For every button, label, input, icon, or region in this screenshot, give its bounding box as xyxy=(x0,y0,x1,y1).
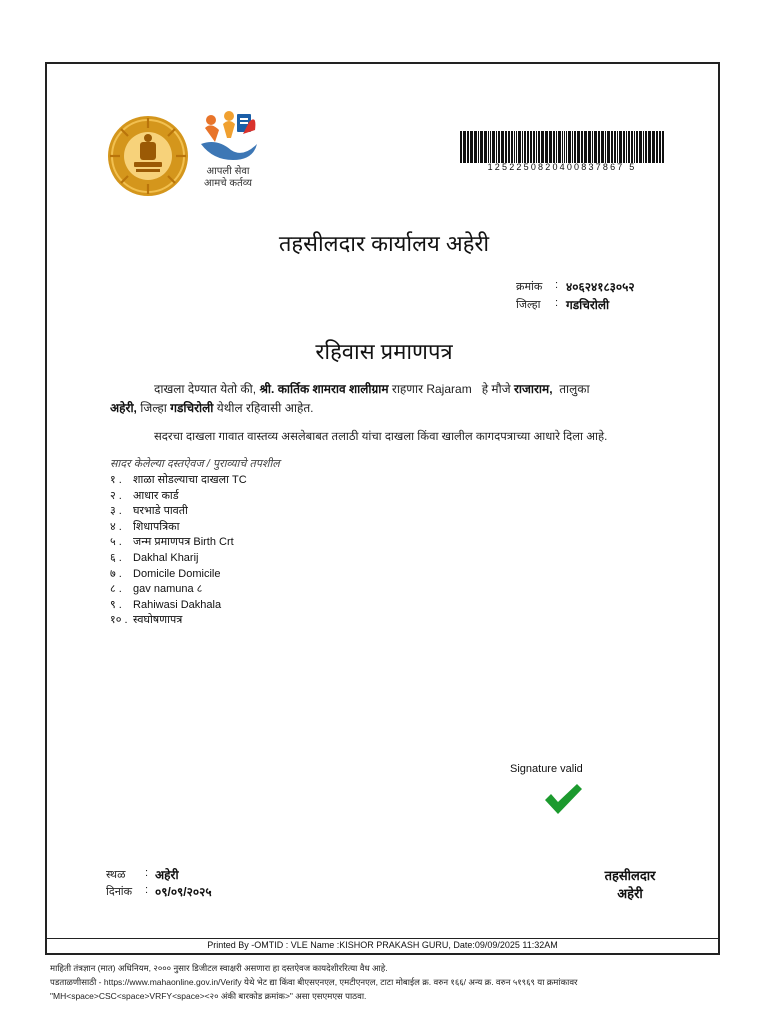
village-prefix: हे मौजे xyxy=(481,382,511,396)
village-name: राजाराम, xyxy=(513,382,553,396)
taluka-label: तालुका xyxy=(559,382,590,396)
barcode-bar xyxy=(648,131,651,163)
date-colon: : xyxy=(145,884,149,896)
document-item-label: शाळा सोडल्याचा दाखला TC xyxy=(130,474,247,486)
barcode-bar xyxy=(480,131,483,163)
office-title: तहसीलदार कार्यालय अहेरी xyxy=(278,231,490,256)
barcode-bar xyxy=(614,131,616,163)
barcode-bar xyxy=(605,131,606,163)
barcode-bar xyxy=(601,131,604,163)
barcode-bar xyxy=(659,131,661,163)
barcode-bar xyxy=(538,131,540,163)
barcode-bar xyxy=(498,131,500,163)
government-seal-logo xyxy=(104,112,192,200)
barcode-bar xyxy=(536,131,537,163)
certificate-title: रहिवास प्रमाणपत्र xyxy=(315,339,453,364)
barcode-bar xyxy=(492,131,495,163)
barcode-bar xyxy=(594,131,597,163)
barcode-bar xyxy=(631,131,633,163)
document-item-number: १० . xyxy=(110,614,128,627)
barcode-bar xyxy=(598,131,600,163)
place-label: स्थळ xyxy=(106,869,126,881)
barcode-bar xyxy=(645,131,647,163)
document-item-number: २ . xyxy=(110,489,122,502)
barcode-bar xyxy=(634,131,635,163)
barcode-bar xyxy=(588,131,591,163)
barcode-bar xyxy=(541,131,544,163)
statement-end: येथील रहिवासी आहेत. xyxy=(216,401,314,415)
document-item xyxy=(110,613,247,629)
barcode-bar xyxy=(639,131,642,163)
barcode-bar xyxy=(501,131,504,163)
barcode-bar xyxy=(558,131,561,163)
barcode-bar xyxy=(574,131,576,163)
document-item-label: शिधापत्रिका xyxy=(130,520,180,533)
serial-colon: : xyxy=(555,279,559,291)
document-item xyxy=(110,551,247,567)
footer-divider xyxy=(47,938,718,939)
barcode-bar xyxy=(490,131,491,163)
barcode-bar xyxy=(556,131,557,163)
district-value: गडचिरोली xyxy=(566,298,610,312)
barcode-bar xyxy=(652,131,655,163)
barcode-bar xyxy=(626,131,627,163)
legal-line-3: "MH<space>CSC<space>VRFY<space><२० अंकी बारकोड क्रमांक>" असा एसएमएस पाठवा. xyxy=(50,991,367,1001)
logo-tagline-line1: आपली सेवा xyxy=(206,166,250,177)
legal-line-2: पडताळणीसाठी - https://www.mahaonline.gov.in/Verify येथे भेट द्या किंवा बीएसएनएल, एमटीएनएल, टाटा मोबाईल क्र. वरुन १६६/ अन्य क्र. वरुन ५१९६९ या क्रमांकावर xyxy=(50,977,578,987)
barcode-bar xyxy=(516,131,517,163)
document-item xyxy=(110,520,247,536)
document-item-label: स्वघोषणापत्र xyxy=(130,614,183,627)
barcode-bar xyxy=(619,131,622,163)
barcode-bar xyxy=(623,131,625,163)
barcode-bar xyxy=(656,131,658,163)
barcode-number: 1252250820400837867 5 xyxy=(487,162,637,172)
barcode-bar xyxy=(662,131,664,163)
basis-statement: सदरचा दाखला गावात वास्तव्य असलेबाबत तलाठी यांचा दाखला किंवा खालील कागदपत्राच्या आधारे दिला आहे. xyxy=(154,431,608,443)
place-colon: : xyxy=(145,867,149,879)
barcode-bar xyxy=(611,131,613,163)
barcode-bar xyxy=(463,131,466,163)
aapli-seva-logo xyxy=(197,108,261,164)
document-item-number: ४ . xyxy=(110,520,122,533)
document-item-number: ७ . xyxy=(110,567,122,580)
barcode-bar xyxy=(545,131,548,163)
document-item-number: ५ . xyxy=(110,536,122,549)
taluka-name: अहेरी, xyxy=(110,401,137,415)
logo-tagline-line2: आमचे कर्तव्य xyxy=(204,178,252,189)
district-colon: : xyxy=(555,297,559,309)
barcode-bar xyxy=(564,131,565,163)
barcode-bar xyxy=(568,131,571,163)
document-item-label: आधार कार्ड xyxy=(130,489,179,502)
document-item-number: १ . xyxy=(110,474,122,486)
certificate-statement xyxy=(110,380,660,418)
barcode-bar xyxy=(474,131,477,163)
barcode-bar xyxy=(518,131,521,163)
document-item-label: घरभाडे पावती xyxy=(130,505,188,518)
serial-label: क्रमांक xyxy=(516,281,543,293)
document-item-number: ८ . xyxy=(110,583,122,596)
barcode-bar xyxy=(581,131,583,163)
barcode-bar xyxy=(617,131,618,163)
document-item xyxy=(110,582,247,598)
date-label: दिनांक xyxy=(106,886,133,898)
barcode-bar xyxy=(577,131,580,163)
barcode-bar xyxy=(628,131,630,163)
barcode-bar xyxy=(508,131,510,163)
barcode-bar xyxy=(566,131,567,163)
barcode-bar xyxy=(484,131,487,163)
body-district-label: जिल्हा xyxy=(140,401,167,415)
barcode-bar xyxy=(572,131,573,163)
barcode-bar xyxy=(467,131,469,163)
statement-resides: राहणार xyxy=(391,382,423,396)
documents-list xyxy=(110,473,247,629)
officer-title: तहसीलदार xyxy=(604,868,656,883)
document-item xyxy=(110,598,247,614)
barcode-bar xyxy=(488,131,489,163)
document-item xyxy=(110,504,247,520)
document-item-label: Domicile Domicile xyxy=(130,567,221,580)
officer-place: अहेरी xyxy=(617,886,643,901)
barcode-bar xyxy=(549,131,552,163)
barcode-bar xyxy=(527,131,529,163)
barcode-bar xyxy=(553,131,555,163)
barcode-bar xyxy=(524,131,526,163)
barcode-bar xyxy=(511,131,513,163)
barcode-bar xyxy=(562,131,563,163)
statement-intro: दाखला देण्यात येतो की, xyxy=(154,382,257,396)
barcode-bar xyxy=(607,131,610,163)
barcode-bar xyxy=(460,131,462,163)
barcode-bar xyxy=(478,131,479,163)
document-item-number: ९ . xyxy=(110,598,122,611)
barcode xyxy=(460,131,664,163)
district-label: जिल्हा xyxy=(516,299,541,311)
document-item-label: Dakhal Kharij xyxy=(130,551,199,564)
checkmark-icon xyxy=(543,782,583,816)
barcode-bar xyxy=(505,131,507,163)
document-item-number: ६ . xyxy=(110,551,122,564)
document-item-label: Rahiwasi Dakhala xyxy=(130,598,222,611)
body-district-name: गडचिरोली xyxy=(170,401,214,415)
barcode-bar xyxy=(636,131,638,163)
barcode-bar xyxy=(522,131,523,163)
document-item xyxy=(110,535,247,551)
printed-by: Printed By -OMTID : VLE Name :KISHOR PRAKASH GURU, Date:09/09/2025 11:32AM xyxy=(207,940,558,950)
place-english: Rajaram xyxy=(426,382,472,396)
barcode-bar xyxy=(514,131,515,163)
document-item xyxy=(110,473,247,489)
barcode-bar xyxy=(643,131,644,163)
legal-line-1: माहिती तंत्रज्ञान (मात) अधिनियम, २००० नुसार डिजीटल स्वाक्षरी असणारा हा दस्तऐवज कायदेशीररित्या वैध आहे. xyxy=(50,963,388,973)
document-item xyxy=(110,567,247,583)
document-item xyxy=(110,489,247,505)
document-item-number: ३ . xyxy=(110,505,122,518)
holder-name: श्री. कार्तिक शामराव शालीग्राम xyxy=(259,382,389,396)
barcode-bar xyxy=(496,131,497,163)
barcode-bar xyxy=(592,131,593,163)
barcode-bar xyxy=(584,131,587,163)
document-item-label: gav namuna ८ xyxy=(130,583,203,596)
place-value: अहेरी xyxy=(155,868,179,882)
date-value: ०९/०९/२०२५ xyxy=(155,885,212,899)
signature-status: Signature valid xyxy=(510,763,583,775)
serial-value: ४०६२४१८३०५२ xyxy=(566,280,635,294)
barcode-bar xyxy=(530,131,532,163)
document-item-label: जन्म प्रमाणपत्र Birth Crt xyxy=(130,536,234,549)
documents-caption: सादर केलेल्या दस्तऐवज / पुराव्याचे तपशील xyxy=(110,458,280,470)
barcode-bar xyxy=(470,131,473,163)
logo-tagline xyxy=(188,166,268,190)
barcode-bar xyxy=(533,131,535,163)
